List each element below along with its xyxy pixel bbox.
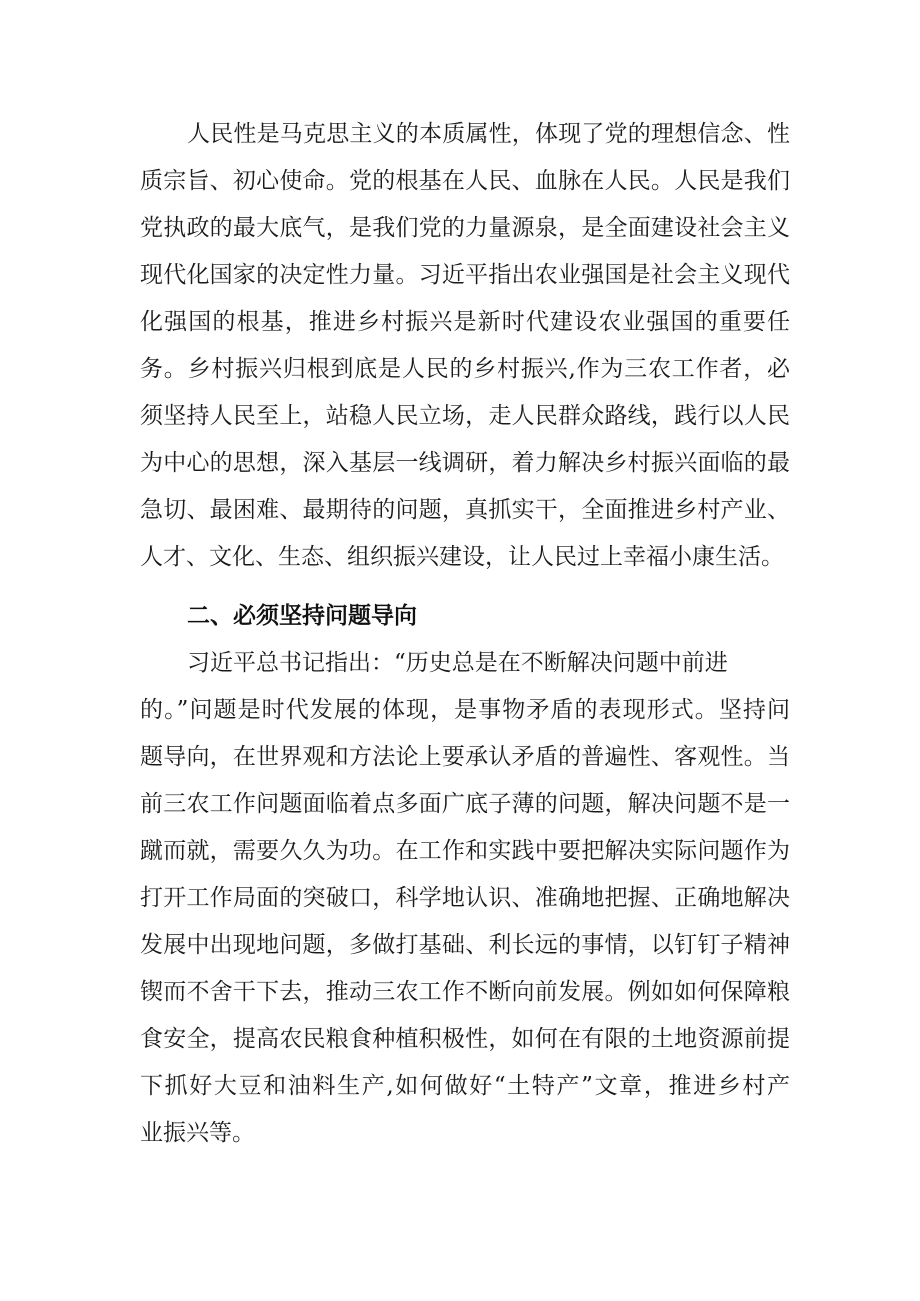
paragraph-line: 党执政的最大底气，是我们党的力量源泉，是全面建设社会主义	[140, 215, 790, 241]
paragraph-line: 题导向，在世界观和方法论上要承认矛盾的普遍性、客观性。当	[140, 744, 790, 770]
paragraph-line: 化强国的根基，推进乡村振兴是新时代建设农业强国的重要任	[140, 309, 790, 335]
paragraph-line: 质宗旨、初心使命。党的根基在人民、血脉在人民。人民是我们	[140, 168, 790, 194]
paragraph-line: 为中心的思想，深入基层一线调研，着力解决乡村振兴面临的最	[140, 450, 790, 476]
paragraph-line: 下抓好大豆和油料生产,如何做好“土特产”文章，推进乡村产	[140, 1073, 790, 1099]
paragraph-line: 打开工作局面的突破口，科学地认识、准确地把握、正确地解决	[140, 885, 790, 911]
paragraph-line: 须坚持人民至上，站稳人民立场，走人民群众路线，践行以人民	[140, 403, 790, 429]
paragraph-line: 现代化国家的决定性力量。习近平指出农业强国是社会主义现代	[140, 262, 790, 288]
paragraph-line: 发展中出现地问题，多做打基础、利长远的事情，以钉钉子精神	[140, 932, 790, 958]
paragraph-line: 食安全，提高农民粮食种植积极性，如何在有限的土地资源前提	[140, 1026, 790, 1052]
paragraph-line: 急切、最困难、最期待的问题，真抓实干，全面推进乡村产业、	[140, 497, 790, 523]
paragraph-line: 务。乡村振兴归根到底是人民的乡村振兴,作为三农工作者，必	[140, 356, 790, 382]
paragraph-line: 习近平总书记指出：“历史总是在不断解决问题中前进	[187, 650, 728, 676]
paragraph-line: 蹴而就，需要久久为功。在工作和实践中要把解决实际问题作为	[140, 838, 790, 864]
section-heading: 二、必须坚持问题导向	[187, 603, 417, 629]
paragraph-line: 人民性是马克思主义的本质属性，体现了党的理想信念、性	[187, 121, 790, 147]
paragraph-line: 锲而不舍干下去，推动三农工作不断向前发展。例如如何保障粮	[140, 979, 790, 1005]
paragraph-line: 的。”问题是时代发展的体现，是事物矛盾的表现形式。坚持问	[140, 697, 790, 723]
paragraph-line: 人才、文化、生态、组织振兴建设，让人民过上幸福小康生活。	[140, 544, 784, 570]
paragraph-line: 前三农工作问题面临着点多面广底子薄的问题，解决问题不是一	[140, 791, 790, 817]
paragraph-line: 业振兴等。	[140, 1120, 255, 1146]
